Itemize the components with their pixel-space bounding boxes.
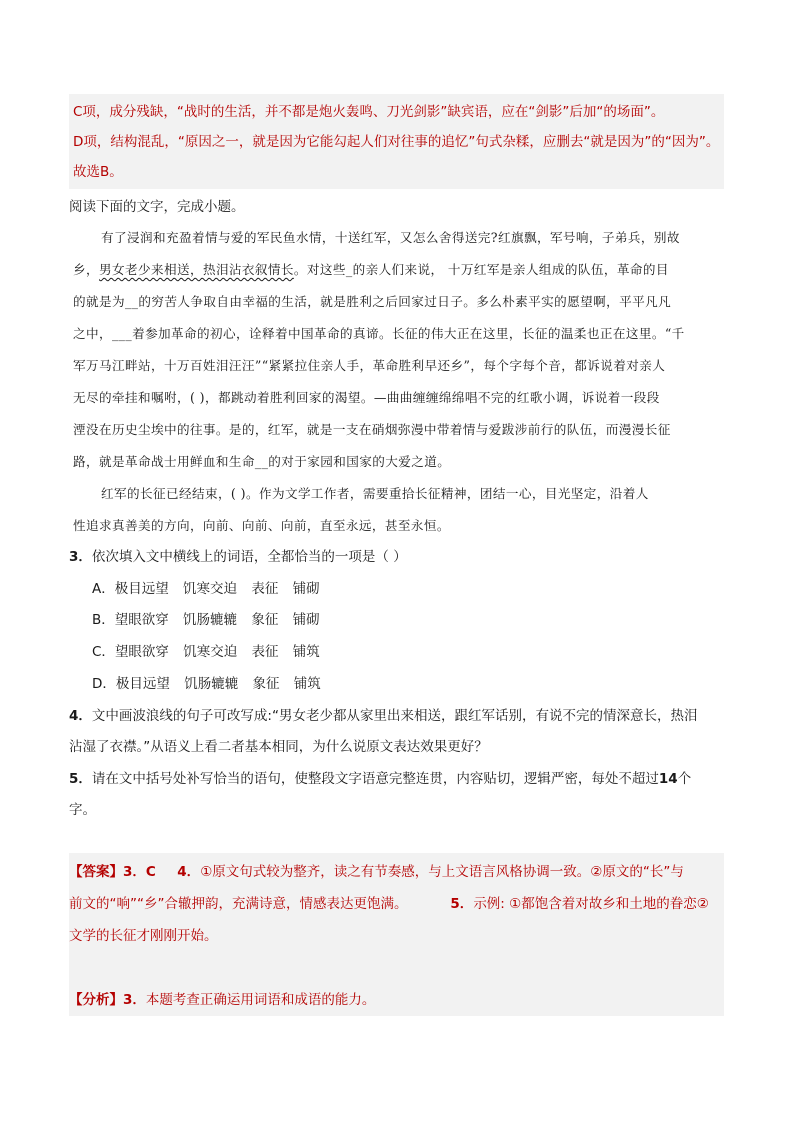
passage-line: 性追求真善美的方向，向前、向前、向前，直至永远，甚至永恒。 — [73, 518, 450, 533]
analysis-c-item: C项，成分残缺，“战时的生活，并不都是炮火轰鸣、刀光剑影”缺宾语，应在“剑影”后加“的场面”。 — [73, 104, 665, 120]
question-stem: 依次填入文中横线上的词语，全都恰当的一项是（ ） — [91, 549, 407, 565]
passage-line: 之中，___着参加革命的初心，诠释着中国革命的真谛。长征的伟大正在这里，长征的温柔也正在这里。“千 — [73, 326, 685, 341]
question-5 — [69, 769, 691, 789]
answer-4-number: 4． — [177, 864, 201, 880]
option-label: A． — [92, 581, 115, 597]
option-text: 望眼欲穿 饥肠辘辘 象征 铺砌 — [114, 612, 320, 628]
analysis-text: 本题考查正确运用词语和成语的能力。 — [145, 992, 376, 1008]
question-number: 5． — [69, 771, 92, 787]
option-label: C． — [92, 644, 115, 660]
question-4-line2: 沾湿了衣襟。”从语义上看二者基本相同，为什么说原文表达效果更好？ — [69, 739, 488, 755]
analysis-d-item: D项，结构混乱，“原因之一，就是因为它能勾起人们对往事的追忆”句式杂糅，应删去“就是因为”的“因为”。 — [73, 134, 720, 150]
analysis-line — [69, 990, 375, 1010]
passage-line: 无尽的牵挂和嘱咐，( )，都跳动着胜利回家的渴望。—曲曲缠缠绵绵唱不完的红歌小调，诉说着一段段 — [73, 390, 660, 405]
answer-tag: 【答案】 — [69, 864, 123, 880]
reading-passage — [73, 228, 728, 538]
option-b[interactable] — [92, 610, 320, 630]
passage-text: 。对这些_的亲人们来说， 十万红军是亲人组成的队伍，革命的目 — [293, 262, 669, 277]
passage-line: 的就是为__的穷苦人争取自由幸福的生活，就是胜利之后回家过日子。多么朴素平实的愿望啊，平平凡凡 — [73, 294, 672, 309]
passage-line: 红军的长征已经结束，( )。作为文学工作者，需要重拾长征精神，团结一心，目光坚定，沿着人 — [101, 486, 649, 501]
passage-line: 有了浸润和充盈着情与爱的军民鱼水情，十送红军，又怎么舍得送完?红旗飘，军号响，子弟兵，别故 — [101, 230, 680, 245]
answer-line-3: 文学的长征才刚刚开始。 — [69, 928, 218, 944]
answer-4-text: 前文的“响”“乡”合辙押韵，充满诗意，情感表达更饱满。 — [69, 896, 408, 912]
question-3 — [69, 547, 407, 567]
option-d[interactable] — [92, 674, 321, 694]
question-stem: 请在文中括号处补写恰当的语句，使整段文字语意完整连贯，内容贴切，逻辑严密，每处不超过 — [91, 771, 659, 787]
question-stem: 个 — [677, 771, 692, 787]
answer-line-1 — [69, 862, 684, 882]
analysis-choose: 故选B。 — [73, 164, 123, 180]
option-a[interactable] — [92, 579, 320, 599]
analysis-tag: 【分析】 — [69, 992, 123, 1008]
prev-analysis-box — [69, 94, 724, 189]
passage-text: 乡， — [73, 262, 99, 277]
reading-instruction: 阅读下面的文字，完成小题。 — [69, 199, 245, 215]
option-text: 望眼欲穿 饥寒交迫 表征 铺筑 — [114, 644, 320, 660]
question-number: 4． — [69, 708, 92, 724]
char-limit-number: 14 — [658, 771, 678, 787]
option-label: B． — [92, 612, 115, 628]
question-5-line2: 字。 — [69, 802, 96, 818]
answer-5-text: 示例: ①都饱含着对故乡和土地的眷恋② — [473, 896, 709, 912]
answer-5-number: 5． — [450, 896, 474, 912]
answer-4-text: ①原文句式较为整齐，读之有节奏感，与上文语言风格协调一致。②原文的“长”与 — [200, 864, 684, 880]
answer-box — [69, 853, 724, 1016]
option-text: 极目远望 饥寒交迫 表征 铺砌 — [114, 581, 320, 597]
question-number: 3． — [69, 549, 92, 565]
analysis-number: 3． — [123, 992, 146, 1008]
wavy-underlined-sentence: 男女老少来相送，热泪沾衣叙情长 — [99, 262, 294, 277]
passage-line: 路，就是革命战士用鲜血和生命__的对于家园和国家的大爱之道。 — [73, 454, 451, 469]
option-text: 极目远望 饥肠辘辘 象征 铺筑 — [115, 676, 321, 692]
question-4 — [69, 706, 697, 726]
option-label: D． — [92, 676, 116, 692]
question-stem: 文中画波浪线的句子可改写成:“男女老少都从家里出来相送，跟红军话别，有说不完的情深意长，热泪 — [91, 708, 698, 724]
passage-line — [73, 260, 669, 280]
passage-line: 湮没在历史尘埃中的往事。是的，红军，就是一支在硝烟弥漫中带着情与爱跋涉前行的队伍，而漫漫长征 — [73, 422, 671, 437]
passage-line: 军万马江畔站，十万百姓泪汪汪”“紧紧拉住亲人手，革命胜利早还乡”，每个字每个音，都诉说着对亲人 — [73, 358, 666, 373]
answer-3: 3．C — [123, 864, 156, 880]
answer-line-2 — [69, 894, 709, 914]
option-c[interactable] — [92, 642, 320, 662]
